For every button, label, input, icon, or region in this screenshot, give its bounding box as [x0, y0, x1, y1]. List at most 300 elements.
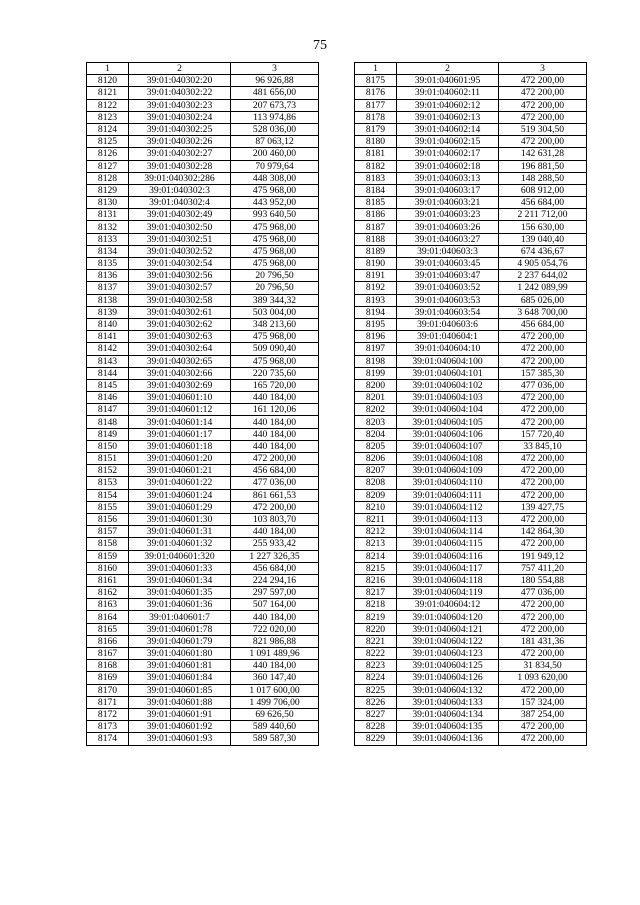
table-row — [87, 379, 319, 391]
table-row — [87, 270, 319, 282]
table-row — [355, 75, 587, 87]
cadastral-number-cell: 39:01:040302:286 — [129, 172, 231, 184]
value-cell: 472 200,00 — [231, 453, 319, 465]
table-row — [87, 672, 319, 684]
row-number-cell: 8212 — [355, 526, 397, 538]
cadastral-number-cell: 39:01:040603:27 — [397, 233, 499, 245]
value-cell: 509 090,40 — [231, 343, 319, 355]
cadastral-number-cell: 39:01:040302:52 — [129, 245, 231, 257]
value-cell: 472 200,00 — [499, 513, 587, 525]
cadastral-number-cell: 39:01:040604:109 — [397, 465, 499, 477]
table-row — [87, 209, 319, 221]
cadastral-number-cell: 39:01:040302:66 — [129, 367, 231, 379]
value-cell: 477 036,00 — [231, 477, 319, 489]
value-cell: 255 933,42 — [231, 538, 319, 550]
row-number-cell: 8226 — [355, 696, 397, 708]
value-cell: 472 200,00 — [499, 136, 587, 148]
table-row — [355, 343, 587, 355]
row-number-cell: 8178 — [355, 111, 397, 123]
table-row — [87, 306, 319, 318]
row-number-cell: 8120 — [87, 75, 129, 87]
cadastral-number-cell: 39:01:040302:65 — [129, 355, 231, 367]
value-cell: 472 200,00 — [231, 501, 319, 513]
cadastral-number-cell: 39:01:040601:93 — [129, 733, 231, 745]
value-cell: 142 864,30 — [499, 526, 587, 538]
value-cell: 472 200,00 — [499, 611, 587, 623]
value-cell: 224 294,16 — [231, 574, 319, 586]
column-header-3: 3 — [499, 63, 587, 75]
cadastral-number-cell: 39:01:040602:14 — [397, 123, 499, 135]
row-number-cell: 8199 — [355, 367, 397, 379]
cadastral-number-cell: 39:01:040601:80 — [129, 648, 231, 660]
value-cell: 139 040,40 — [499, 233, 587, 245]
table-row — [87, 99, 319, 111]
row-number-cell: 8214 — [355, 550, 397, 562]
cadastral-number-cell: 39:01:040602:11 — [397, 87, 499, 99]
value-cell: 685 026,00 — [499, 294, 587, 306]
cadastral-number-cell: 39:01:040603:13 — [397, 172, 499, 184]
row-number-cell: 8218 — [355, 599, 397, 611]
cadastral-number-cell: 39:01:040601:18 — [129, 440, 231, 452]
cadastral-number-cell: 39:01:040601:12 — [129, 404, 231, 416]
row-number-cell: 8222 — [355, 648, 397, 660]
cadastral-number-cell: 39:01:040601:81 — [129, 660, 231, 672]
row-number-cell: 8180 — [355, 136, 397, 148]
table-row — [87, 331, 319, 343]
table-row — [355, 404, 587, 416]
value-cell: 70 979,64 — [231, 160, 319, 172]
cadastral-number-cell: 39:01:040604:103 — [397, 392, 499, 404]
cadastral-number-cell: 39:01:040603:17 — [397, 184, 499, 196]
table-row — [355, 197, 587, 209]
column-header-2: 2 — [129, 63, 231, 75]
cadastral-number-cell: 39:01:040603:26 — [397, 221, 499, 233]
table-row — [87, 623, 319, 635]
row-number-cell: 8153 — [87, 477, 129, 489]
table-row — [355, 148, 587, 160]
table-row — [355, 306, 587, 318]
table-row — [355, 477, 587, 489]
table-row — [355, 245, 587, 257]
value-cell: 472 200,00 — [499, 416, 587, 428]
value-cell: 589 440,60 — [231, 721, 319, 733]
row-number-cell: 8168 — [87, 660, 129, 672]
table-row — [87, 513, 319, 525]
cadastral-number-cell: 39:01:040604:113 — [397, 513, 499, 525]
table-row — [355, 294, 587, 306]
cadastral-number-cell: 39:01:040601:84 — [129, 672, 231, 684]
cadastral-number-cell: 39:01:040601:34 — [129, 574, 231, 586]
row-number-cell: 8228 — [355, 721, 397, 733]
value-cell: 472 200,00 — [499, 331, 587, 343]
value-cell: 472 200,00 — [499, 721, 587, 733]
value-cell: 475 968,00 — [231, 184, 319, 196]
cadastral-number-cell: 39:01:040302:64 — [129, 343, 231, 355]
value-cell: 589 587,30 — [231, 733, 319, 745]
cadastral-number-cell: 39:01:040604:108 — [397, 453, 499, 465]
table-row — [355, 489, 587, 501]
header-row — [87, 63, 319, 75]
table-row — [87, 75, 319, 87]
row-number-cell: 8195 — [355, 318, 397, 330]
cadastral-number-cell: 39:01:040604:121 — [397, 623, 499, 635]
row-number-cell: 8169 — [87, 672, 129, 684]
cadastral-number-cell: 39:01:040302:69 — [129, 379, 231, 391]
cadastral-number-cell: 39:01:040604:123 — [397, 648, 499, 660]
value-cell: 472 200,00 — [499, 75, 587, 87]
row-number-cell: 8179 — [355, 123, 397, 135]
value-cell: 3 648 700,00 — [499, 306, 587, 318]
value-cell: 96 926,88 — [231, 75, 319, 87]
cadastral-number-cell: 39:01:040601:92 — [129, 721, 231, 733]
row-number-cell: 8166 — [87, 635, 129, 647]
value-cell: 157 720,40 — [499, 428, 587, 440]
cadastral-number-cell: 39:01:040302:28 — [129, 160, 231, 172]
cadastral-number-cell: 39:01:040603:23 — [397, 209, 499, 221]
row-number-cell: 8175 — [355, 75, 397, 87]
value-cell: 472 200,00 — [499, 489, 587, 501]
cadastral-number-cell: 39:01:040602:17 — [397, 148, 499, 160]
row-number-cell: 8185 — [355, 197, 397, 209]
row-number-cell: 8224 — [355, 672, 397, 684]
row-number-cell: 8147 — [87, 404, 129, 416]
value-cell: 157 385,30 — [499, 367, 587, 379]
value-cell: 1 242 089,99 — [499, 282, 587, 294]
table-row — [355, 209, 587, 221]
table-row — [87, 160, 319, 172]
row-number-cell: 8172 — [87, 708, 129, 720]
cadastral-number-cell: 39:01:040302:54 — [129, 258, 231, 270]
row-number-cell: 8213 — [355, 538, 397, 550]
cadastral-number-cell: 39:01:040601:21 — [129, 465, 231, 477]
row-number-cell: 8135 — [87, 258, 129, 270]
table-row — [87, 148, 319, 160]
table-row — [87, 465, 319, 477]
value-cell: 608 912,00 — [499, 184, 587, 196]
cadastral-number-cell: 39:01:040601:79 — [129, 635, 231, 647]
right-table — [354, 62, 587, 746]
table-row — [87, 440, 319, 452]
cadastral-number-cell: 39:01:040601:32 — [129, 538, 231, 550]
row-number-cell: 8149 — [87, 428, 129, 440]
row-number-cell: 8176 — [355, 87, 397, 99]
value-cell: 472 200,00 — [499, 99, 587, 111]
table-row — [355, 428, 587, 440]
cadastral-number-cell: 39:01:040604:105 — [397, 416, 499, 428]
table-row — [355, 184, 587, 196]
cadastral-number-cell: 39:01:040601:22 — [129, 477, 231, 489]
cadastral-number-cell: 39:01:040604:106 — [397, 428, 499, 440]
table-row — [355, 379, 587, 391]
cadastral-number-cell: 39:01:040302:26 — [129, 136, 231, 148]
row-number-cell: 8227 — [355, 708, 397, 720]
row-number-cell: 8141 — [87, 331, 129, 343]
value-cell: 475 968,00 — [231, 245, 319, 257]
table-row — [355, 550, 587, 562]
row-number-cell: 8203 — [355, 416, 397, 428]
row-number-cell: 8193 — [355, 294, 397, 306]
cadastral-number-cell: 39:01:040604:122 — [397, 635, 499, 647]
value-cell: 1 227 326,35 — [231, 550, 319, 562]
table-row — [355, 465, 587, 477]
table-row — [87, 428, 319, 440]
row-number-cell: 8131 — [87, 209, 129, 221]
table-row — [87, 392, 319, 404]
cadastral-number-cell: 39:01:040302:58 — [129, 294, 231, 306]
table-row — [355, 696, 587, 708]
row-number-cell: 8181 — [355, 148, 397, 160]
table-row — [355, 111, 587, 123]
table-row — [87, 696, 319, 708]
value-cell: 181 431,36 — [499, 635, 587, 647]
cadastral-number-cell: 39:01:040604:107 — [397, 440, 499, 452]
cadastral-number-cell: 39:01:040604:117 — [397, 562, 499, 574]
cadastral-number-cell: 39:01:040602:18 — [397, 160, 499, 172]
table-row — [87, 721, 319, 733]
cadastral-number-cell: 39:01:040601:20 — [129, 453, 231, 465]
table-row — [355, 453, 587, 465]
cadastral-number-cell: 39:01:040602:12 — [397, 99, 499, 111]
cadastral-number-cell: 39:01:040302:24 — [129, 111, 231, 123]
row-number-cell: 8139 — [87, 306, 129, 318]
table-row — [355, 233, 587, 245]
table-row — [87, 282, 319, 294]
value-cell: 472 200,00 — [499, 538, 587, 550]
value-cell: 31 834,50 — [499, 660, 587, 672]
row-number-cell: 8122 — [87, 99, 129, 111]
table-row — [355, 282, 587, 294]
cadastral-number-cell: 39:01:040603:53 — [397, 294, 499, 306]
value-cell: 674 436,67 — [499, 245, 587, 257]
cadastral-number-cell: 39:01:040603:3 — [397, 245, 499, 257]
row-number-cell: 8158 — [87, 538, 129, 550]
value-cell: 69 626,50 — [231, 708, 319, 720]
table-row — [87, 648, 319, 660]
value-cell: 1 091 489,96 — [231, 648, 319, 660]
table-row — [87, 87, 319, 99]
row-number-cell: 8143 — [87, 355, 129, 367]
table-row — [355, 708, 587, 720]
cadastral-number-cell: 39:01:040302:49 — [129, 209, 231, 221]
row-number-cell: 8133 — [87, 233, 129, 245]
table-row — [87, 294, 319, 306]
row-number-cell: 8200 — [355, 379, 397, 391]
cadastral-number-cell: 39:01:040604:126 — [397, 672, 499, 684]
cadastral-number-cell: 39:01:040603:47 — [397, 270, 499, 282]
cadastral-number-cell: 39:01:040604:115 — [397, 538, 499, 550]
value-cell: 142 631,28 — [499, 148, 587, 160]
value-cell: 389 344,32 — [231, 294, 319, 306]
value-cell: 4 905 054,76 — [499, 258, 587, 270]
row-number-cell: 8219 — [355, 611, 397, 623]
value-cell: 1 017 600,00 — [231, 684, 319, 696]
row-number-cell: 8140 — [87, 318, 129, 330]
value-cell: 1 093 620,00 — [499, 672, 587, 684]
value-cell: 443 952,00 — [231, 197, 319, 209]
cadastral-number-cell: 39:01:040601:85 — [129, 684, 231, 696]
cadastral-number-cell: 39:01:040604:114 — [397, 526, 499, 538]
value-cell: 477 036,00 — [499, 587, 587, 599]
cadastral-number-cell: 39:01:040604:125 — [397, 660, 499, 672]
cadastral-number-cell: 39:01:040603:21 — [397, 197, 499, 209]
value-cell: 148 288,50 — [499, 172, 587, 184]
table-row — [87, 684, 319, 696]
value-cell: 103 803,70 — [231, 513, 319, 525]
value-cell: 993 640,50 — [231, 209, 319, 221]
row-number-cell: 8137 — [87, 282, 129, 294]
cadastral-number-cell: 39:01:040601:7 — [129, 611, 231, 623]
row-number-cell: 8165 — [87, 623, 129, 635]
table-row — [87, 635, 319, 647]
row-number-cell: 8152 — [87, 465, 129, 477]
value-cell: 821 986,88 — [231, 635, 319, 647]
value-cell: 440 184,00 — [231, 526, 319, 538]
table-row — [87, 318, 319, 330]
row-number-cell: 8128 — [87, 172, 129, 184]
table-row — [87, 404, 319, 416]
value-cell: 196 881,50 — [499, 160, 587, 172]
table-row — [87, 611, 319, 623]
value-cell: 191 949,12 — [499, 550, 587, 562]
row-number-cell: 8127 — [87, 160, 129, 172]
row-number-cell: 8187 — [355, 221, 397, 233]
cadastral-number-cell: 39:01:040604:136 — [397, 733, 499, 745]
table-row — [87, 526, 319, 538]
header-row — [355, 63, 587, 75]
value-cell: 472 200,00 — [499, 453, 587, 465]
value-cell: 475 968,00 — [231, 355, 319, 367]
value-cell: 475 968,00 — [231, 331, 319, 343]
table-row — [355, 123, 587, 135]
table-row — [87, 453, 319, 465]
cadastral-number-cell: 39:01:040302:63 — [129, 331, 231, 343]
row-number-cell: 8155 — [87, 501, 129, 513]
cadastral-number-cell: 39:01:040601:30 — [129, 513, 231, 525]
value-cell: 456 684,00 — [231, 465, 319, 477]
cadastral-number-cell: 39:01:040604:110 — [397, 477, 499, 489]
cadastral-number-cell: 39:01:040604:12 — [397, 599, 499, 611]
row-number-cell: 8225 — [355, 684, 397, 696]
row-number-cell: 8146 — [87, 392, 129, 404]
row-number-cell: 8191 — [355, 270, 397, 282]
cadastral-number-cell: 39:01:040601:78 — [129, 623, 231, 635]
table-row — [355, 392, 587, 404]
row-number-cell: 8186 — [355, 209, 397, 221]
cadastral-number-cell: 39:01:040302:51 — [129, 233, 231, 245]
table-row — [355, 258, 587, 270]
table-row — [355, 562, 587, 574]
row-number-cell: 8223 — [355, 660, 397, 672]
row-number-cell: 8129 — [87, 184, 129, 196]
row-number-cell: 8217 — [355, 587, 397, 599]
value-cell: 1 499 706,00 — [231, 696, 319, 708]
cadastral-number-cell: 39:01:040601:88 — [129, 696, 231, 708]
table-row — [355, 635, 587, 647]
table-row — [87, 562, 319, 574]
value-cell: 157 324,00 — [499, 696, 587, 708]
row-number-cell: 8215 — [355, 562, 397, 574]
cadastral-number-cell: 39:01:040604:111 — [397, 489, 499, 501]
cadastral-number-cell: 39:01:040604:135 — [397, 721, 499, 733]
value-cell: 220 735,60 — [231, 367, 319, 379]
row-number-cell: 8121 — [87, 87, 129, 99]
value-cell: 440 184,00 — [231, 416, 319, 428]
cadastral-number-cell: 39:01:040302:61 — [129, 306, 231, 318]
value-cell: 297 597,00 — [231, 587, 319, 599]
value-cell: 456 684,00 — [499, 318, 587, 330]
table-row — [87, 708, 319, 720]
table-row — [355, 318, 587, 330]
value-cell: 472 200,00 — [499, 623, 587, 635]
value-cell: 2 237 644,02 — [499, 270, 587, 282]
row-number-cell: 8150 — [87, 440, 129, 452]
table-row — [87, 660, 319, 672]
cadastral-number-cell: 39:01:040302:27 — [129, 148, 231, 160]
value-cell: 475 968,00 — [231, 258, 319, 270]
row-number-cell: 8177 — [355, 99, 397, 111]
cadastral-number-cell: 39:01:040302:22 — [129, 87, 231, 99]
row-number-cell: 8208 — [355, 477, 397, 489]
cadastral-number-cell: 39:01:040302:62 — [129, 318, 231, 330]
value-cell: 180 554,88 — [499, 574, 587, 586]
value-cell: 440 184,00 — [231, 428, 319, 440]
value-cell: 861 661,53 — [231, 489, 319, 501]
column-header-2: 2 — [397, 63, 499, 75]
row-number-cell: 8151 — [87, 453, 129, 465]
table-row — [87, 355, 319, 367]
row-number-cell: 8125 — [87, 136, 129, 148]
cadastral-number-cell: 39:01:040604:104 — [397, 404, 499, 416]
table-row — [355, 513, 587, 525]
table-row — [355, 721, 587, 733]
cadastral-number-cell: 39:01:040601:36 — [129, 599, 231, 611]
cadastral-number-cell: 39:01:040601:31 — [129, 526, 231, 538]
value-cell: 456 684,00 — [499, 197, 587, 209]
cadastral-number-cell: 39:01:040601:33 — [129, 562, 231, 574]
value-cell: 757 411,20 — [499, 562, 587, 574]
row-number-cell: 8164 — [87, 611, 129, 623]
row-number-cell: 8184 — [355, 184, 397, 196]
table-row — [355, 172, 587, 184]
value-cell: 472 200,00 — [499, 404, 587, 416]
table-row — [87, 123, 319, 135]
row-number-cell: 8142 — [87, 343, 129, 355]
table-row — [355, 221, 587, 233]
page-number: 75 — [313, 38, 327, 53]
value-cell: 2 211 712,00 — [499, 209, 587, 221]
cadastral-number-cell: 39:01:040604:112 — [397, 501, 499, 513]
cadastral-number-cell: 39:01:040601:14 — [129, 416, 231, 428]
cadastral-number-cell: 39:01:040302:3 — [129, 184, 231, 196]
cadastral-number-cell: 39:01:040604:134 — [397, 708, 499, 720]
table-row — [87, 587, 319, 599]
table-row — [87, 733, 319, 745]
row-number-cell: 8197 — [355, 343, 397, 355]
table-row — [87, 245, 319, 257]
table-row — [87, 258, 319, 270]
value-cell: 528 036,00 — [231, 123, 319, 135]
cadastral-number-cell: 39:01:040604:119 — [397, 587, 499, 599]
table-row — [87, 550, 319, 562]
table-row — [355, 270, 587, 282]
row-number-cell: 8206 — [355, 453, 397, 465]
row-number-cell: 8154 — [87, 489, 129, 501]
left-table — [86, 62, 319, 746]
table-row — [355, 416, 587, 428]
table-row — [87, 221, 319, 233]
table-row — [87, 343, 319, 355]
row-number-cell: 8196 — [355, 331, 397, 343]
